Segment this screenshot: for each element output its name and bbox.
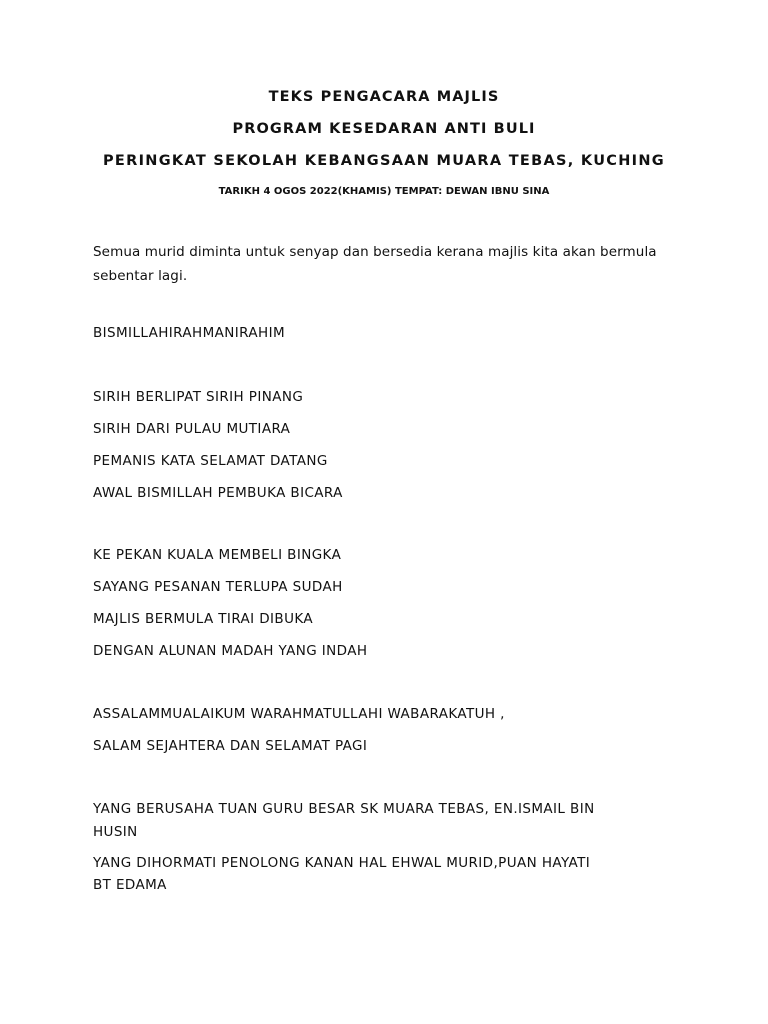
address-line: HUSIN (93, 824, 138, 840)
pantun-1-line: AWAL BISMILLAH PEMBUKA BICARA (93, 485, 343, 501)
greeting-line: ASSALAMMUALAIKUM WARAHMATULLAHI WABARAKATUH , (93, 706, 505, 722)
greeting-line: SALAM SEJAHTERA DAN SELAMAT PAGI (93, 738, 368, 754)
program-title: PROGRAM KESEDARAN ANTI BULI (232, 121, 536, 137)
pantun-2-line: DENGAN ALUNAN MADAH YANG INDAH (93, 643, 368, 659)
address-line: YANG DIHORMATI PENOLONG KANAN HAL EHWAL MURID,PUAN HAYATI (93, 855, 591, 871)
pantun-1-line: PEMANIS KATA SELAMAT DATANG (93, 453, 328, 469)
pantun-2-line: SAYANG PESANAN TERLUPA SUDAH (93, 579, 343, 595)
address-line: YANG BERUSAHA TUAN GURU BESAR SK MUARA TEBAS, EN.ISMAIL BIN (93, 801, 595, 817)
pantun-2-line: KE PEKAN KUALA MEMBELI BINGKA (93, 547, 342, 563)
document-title: TEKS PENGACARA MAJLIS (268, 89, 500, 105)
opening-line: BISMILLAHIRAHMANIRAHIM (93, 325, 285, 341)
level-title: PERINGKAT SEKOLAH KEBANGSAAN MUARA TEBAS, KUCHING (103, 153, 665, 169)
pantun-2-line: MAJLIS BERMULA TIRAI DIBUKA (93, 611, 314, 627)
address-line: BT EDAMA (93, 877, 167, 893)
date-venue-line: TARIKH 4 OGOS 2022(KHAMIS) TEMPAT: DEWAN IBNU SINA (218, 186, 550, 197)
pantun-1-line: SIRIH BERLIPAT SIRIH PINANG (93, 389, 304, 405)
intro-line: sebentar lagi. (93, 268, 188, 284)
intro-line: Semua murid diminta untuk senyap dan bersedia kerana majlis kita akan bermula (93, 244, 657, 260)
intro-paragraph (93, 240, 693, 288)
pantun-1-line: SIRIH DARI PULAU MUTIARA (93, 421, 291, 437)
